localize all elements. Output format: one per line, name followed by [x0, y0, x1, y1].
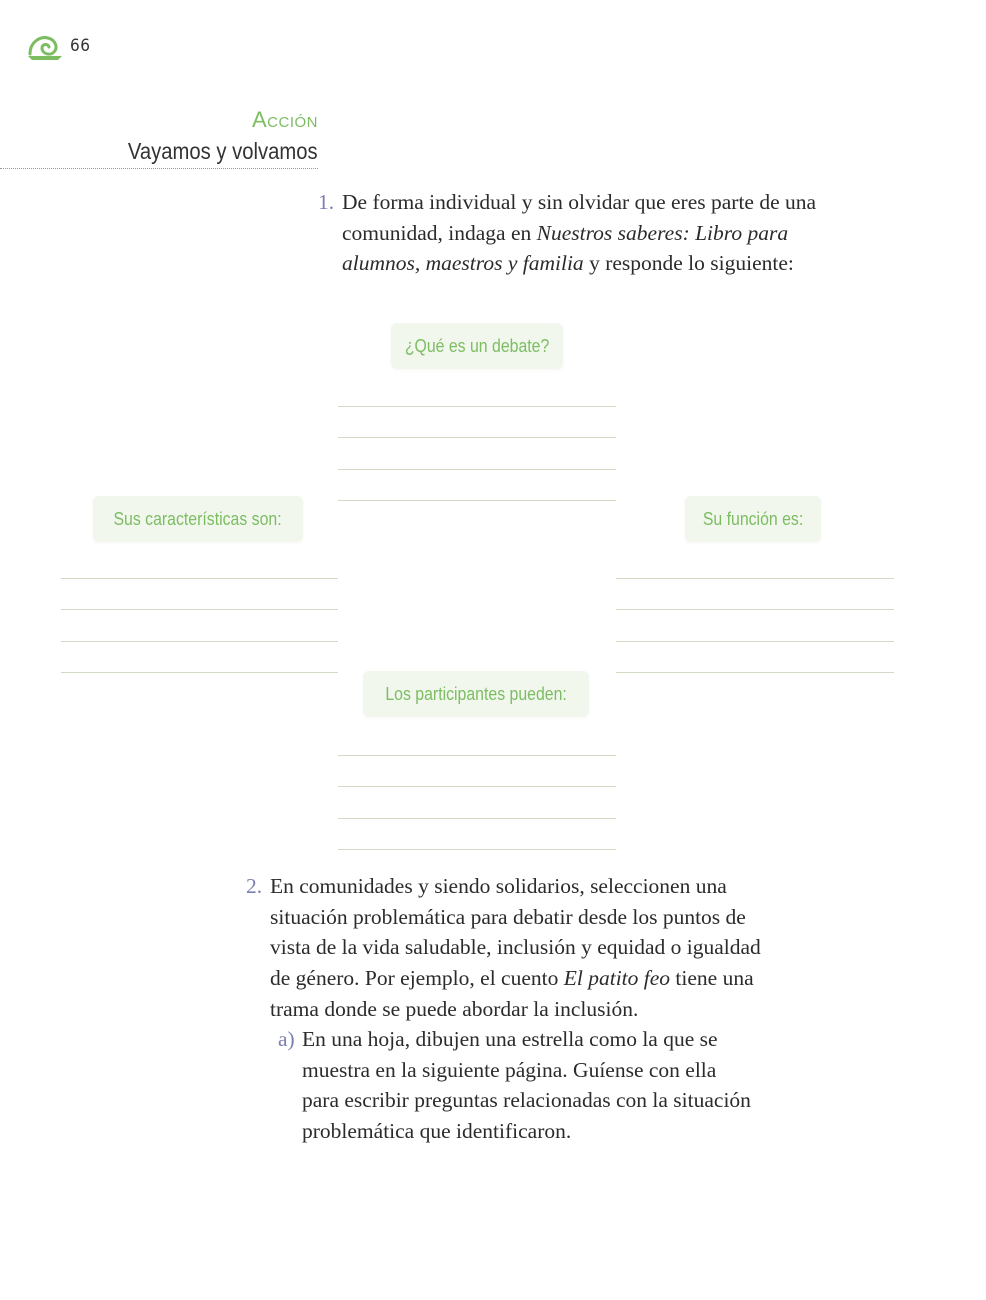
activity-item-2	[246, 871, 770, 1025]
answer-line[interactable]	[338, 438, 616, 470]
item-number: 2.	[246, 874, 263, 898]
answer-line[interactable]	[338, 470, 616, 502]
subitem-text: En una hoja, dibujen una estrella como la que se muestra en la siguiente página. Guíense con ella para escribir preguntas relacionadas con la situación problemática que identificaron.	[302, 1027, 751, 1144]
answer-lines-characteristics[interactable]	[61, 547, 338, 673]
debate-definition-label: ¿Qué es un debate?	[391, 323, 563, 369]
answer-line[interactable]	[616, 610, 894, 642]
function-label: Su función es:	[685, 496, 821, 542]
item-text: En comunidades y siendo solidarios, seleccionen una situación problemática para debatir desde los puntos de vista de la vida saludable, inclusión y equidad o igualdad de género. Por ejemplo, el cuento El patito feo tiene una trama donde se puede abordar la inclusión.	[270, 874, 761, 1021]
answer-line[interactable]	[338, 819, 616, 851]
answer-line[interactable]	[338, 756, 616, 788]
answer-lines-participants[interactable]	[338, 724, 616, 850]
activity-item-1	[318, 187, 842, 279]
item-number: 1.	[318, 190, 335, 214]
answer-line[interactable]	[338, 724, 616, 756]
answer-lines-function[interactable]	[616, 547, 894, 673]
answer-line[interactable]	[61, 642, 338, 674]
section-title: Vayamos y volvamos	[128, 138, 318, 164]
answer-line[interactable]	[61, 610, 338, 642]
answer-line[interactable]	[338, 407, 616, 439]
activity-subitem-a	[278, 1024, 752, 1147]
answer-line[interactable]	[616, 547, 894, 579]
page-header	[26, 30, 90, 62]
answer-line[interactable]	[61, 547, 338, 579]
answer-lines-definition[interactable]	[338, 375, 616, 501]
answer-line[interactable]	[616, 579, 894, 611]
participants-label: Los participantes pueden:	[363, 671, 589, 717]
item-text: De forma individual y sin olvidar que eres parte de una comunidad, indaga en Nuestros saberes: Libro para alumnos, maestros y familia y responde lo siguiente:	[342, 190, 817, 276]
section-divider	[0, 168, 318, 169]
page-number: 66	[70, 36, 91, 56]
characteristics-label: Sus características son:	[93, 496, 303, 542]
section-kicker: Acción	[251, 107, 318, 132]
subitem-letter: a)	[278, 1027, 295, 1051]
answer-line[interactable]	[338, 787, 616, 819]
answer-line[interactable]	[616, 642, 894, 674]
answer-line[interactable]	[61, 579, 338, 611]
snail-spiral-icon	[26, 30, 64, 62]
answer-line[interactable]	[338, 375, 616, 407]
